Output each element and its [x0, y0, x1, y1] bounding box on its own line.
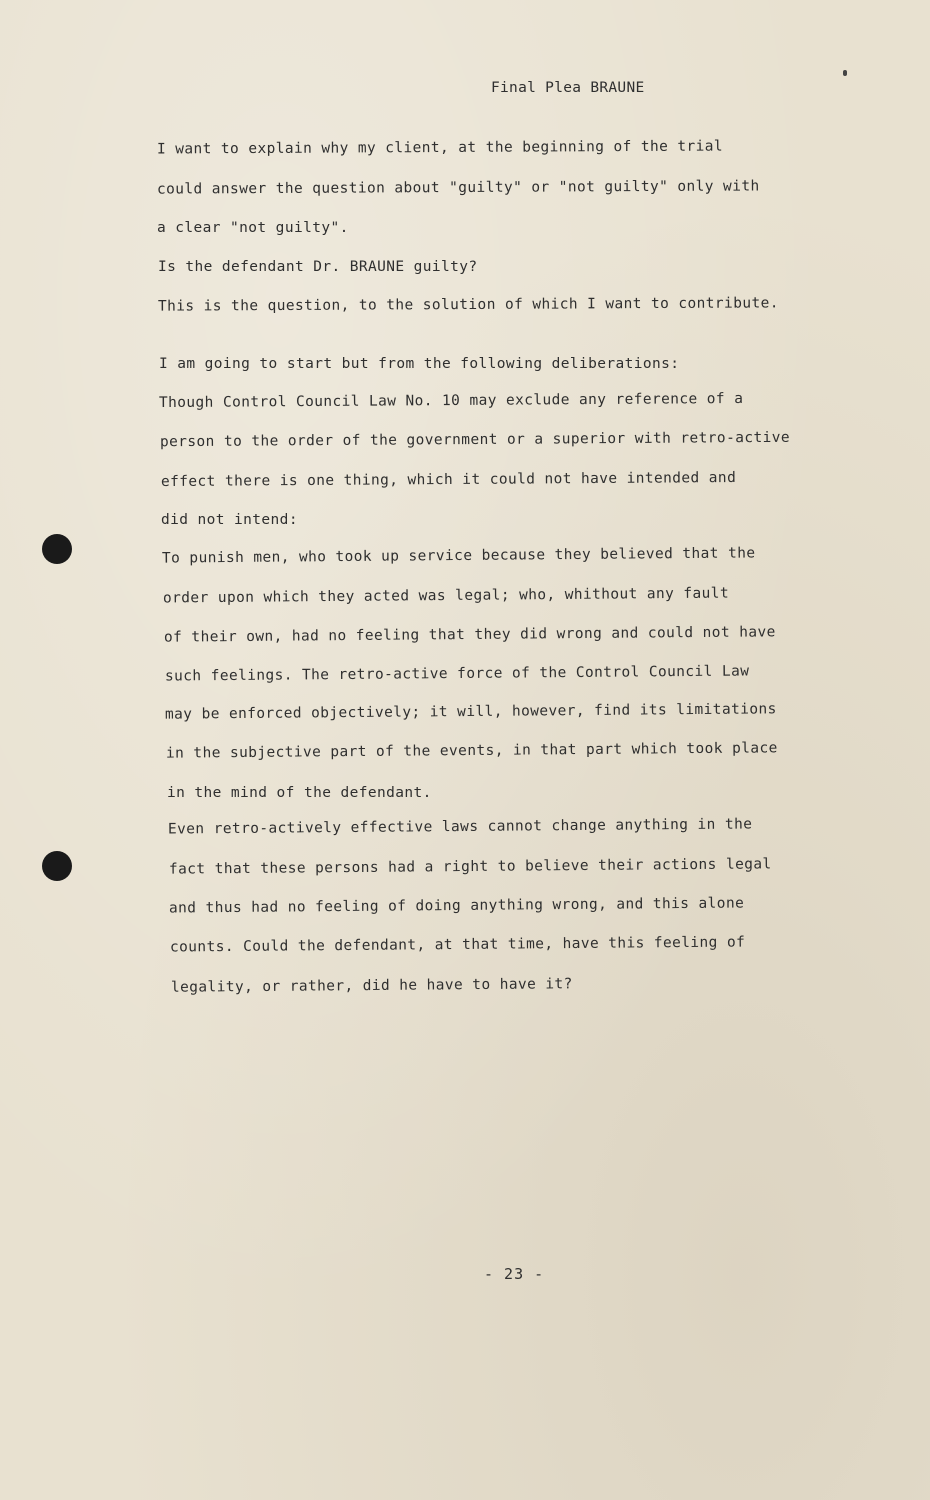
body-line: fact that these persons had a right to believe their actions legal [168, 856, 772, 878]
body-line: effect there is one thing, which it could not have intended and [160, 469, 737, 491]
body-line: Though Control Council Law No. 10 may exclude any reference of a [158, 390, 744, 412]
body-line: Is the defendant Dr. BRAUNE guilty? [158, 259, 478, 275]
body-line: may be enforced objectively; it will, however, find its limitations [164, 701, 777, 723]
page-number: - 23 - [484, 1265, 545, 1283]
punch-hole-bottom [42, 851, 72, 881]
body-line: counts. Could the defendant, at that time, have this feeling of [169, 934, 746, 956]
body-line: such feelings. The retro-active force of the Control Council Law [164, 663, 750, 685]
body-line: I want to explain why my client, at the beginning of the trial [156, 138, 724, 158]
body-line: person to the order of the government or a superior with retro-active [159, 429, 791, 451]
body-line: order upon which they acted was legal; who, whithout any fault [162, 585, 730, 607]
ink-speck [843, 70, 847, 76]
body-line: To punish men, who took up service because they believed that the [161, 545, 756, 567]
body-line: Even retro-actively effective laws cannot change anything in the [167, 816, 753, 838]
body-line: I am going to start but from the following deliberations: [159, 356, 680, 372]
body-line: could answer the question about "guilty" or "not guilty" only with [156, 178, 760, 198]
page-header: Final Plea BRAUNE [491, 80, 645, 96]
body-line: did not intend: [161, 512, 298, 528]
punch-hole-top [42, 534, 72, 564]
body-line: of their own, had no feeling that they did wrong and could not have [163, 624, 776, 646]
body-line: legality, or rather, did he have to have it? [170, 976, 573, 996]
body-line: This is the question, to the solution of which I want to contribute. [157, 295, 779, 315]
body-line: and thus had no feeling of doing anything wrong, and this alone [168, 895, 745, 917]
body-line: in the mind of the defendant. [167, 785, 432, 801]
body-line: a clear "not guilty". [157, 220, 349, 236]
body-line: in the subjective part of the events, in that part which took place [165, 740, 778, 762]
